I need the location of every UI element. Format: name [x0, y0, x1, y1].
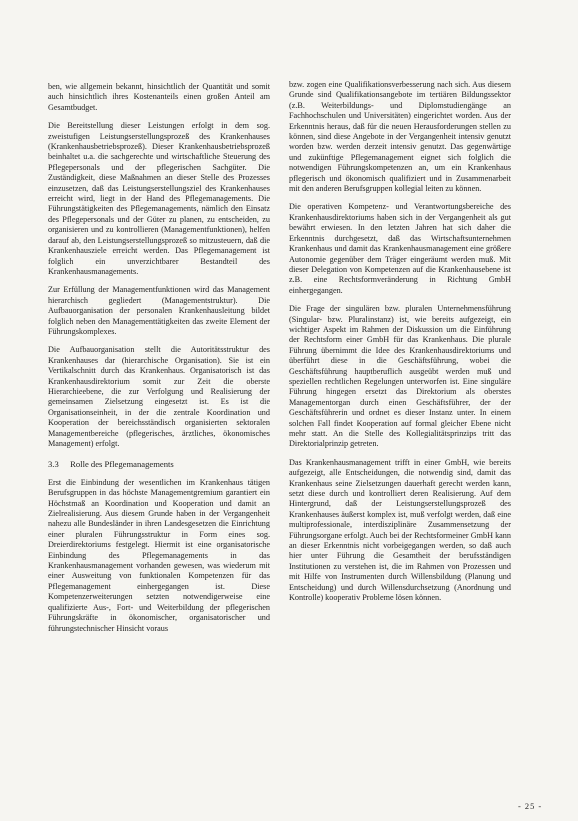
- left-column: [48, 82, 270, 642]
- paragraph: Die Aufbauorganisation stellt die Autoritätsstruktur des Krankenhauses dar (hierarchische Organisation). Sie ist ein Vertikalschnitt durch das Krankenhaus. Organisatorisch ist das Krankenhausdirektorium somit zur Zeit die oberste Hierarchieebene, die zur Verfolgung und Realisierung der gemeinsamen Zielsetzung eingesetzt ist. Es ist die Organisationseinheit, in der die zentrale Koordination und Kooperation der bereichsständisch organisierten sektoralen Managementbereiche (pflegerisches, ärztliches, ökonomisches Management) erfolgt.: [48, 345, 270, 448]
- paragraph: Die operativen Kompetenz- und Verantwortungsbereiche des Krankenhausdirektoriums haben sich in der Vergangenheit als gut bewährt erwiesen. In den letzten Jahren hat sich daher die Erkenntnis durchgesetzt, daß das Wirtschaftsunternehmen Krankenhaus und damit das Krankenhausmanagement eine größere Autonomie gegenüber dem Träger eingeräumt werden muß. Mit dieser Delegation von Kompetenzen auf die Krankenhausebene ist z.B. eine Rechtsformveränderung in Richtung GmbH einhergegangen.: [289, 202, 511, 295]
- paragraph: bzw. zogen eine Qualifikationsverbesserung nach sich. Aus diesem Grunde sind Qualifikationsangebote im tertiären Bildungssektor (z.B. Weiterbildungs- und Diplomstudiengänge an Fachhochschulen und Universitäten) eingerichtet worden. Aus der Erkenntnis heraus, daß für die neuen Herausforderungen stellen zu können, sind diese Angebote in der Vergangenheit intensiv genutzt worden bzw. werden derzeit intensiv genutzt. Das gegenwärtige und zukünftige Pflegemanagement eignet sich folglich die notwendigen Führungskompetenzen an, um ein Krankenhaus pflegerisch und ökonomisch qualifiziert und in Zusammenarbeit mit den anderen Berufsgruppen kollegial leiten zu können.: [289, 80, 511, 194]
- paragraph: Das Krankenhausmanagement trifft in einer GmbH, wie bereits aufgezeigt, alle Entscheidungen, die notwendig sind, damit das Krankenhaus seine Zielsetzungen dauerhaft gerecht werden kann, setzt diese durch und kontrolliert deren Realisierung. Auf dem Hintergrund, daß der Leistungserstellungsprozeß des Krankenhauses äußerst komplex ist, muß verfolgt werden, daß eine multiprofessionale, interdisziplinäre Zusammensetzung der Führungsorgane erfolgt. Auch bei der Rechtsformeiner GmbH kann an dieser Erkenntnis nicht vorbeigegangen werden, so daß auch hier unter Führung die Gesamtheit der berufsständigen Institutionen zu verstehen ist, die im Rahmen von Prozessen und mit Hilfe von Instrumenten durch Willensbildung (Planung und Entscheidung) und durch Willensdurchsetzung (Anordnung und Kontrolle) kooperativ Probleme lösen können.: [289, 457, 511, 603]
- right-column: [289, 80, 511, 612]
- section-heading: [48, 459, 270, 469]
- section-number: 3.3: [48, 459, 59, 470]
- paragraph: Zur Erfüllung der Managementfunktionen wird das Management hierarchisch gegliedert (Managementstruktur). Die Aufbauorganisation der personalen Krankenhausleitung bildet folglich neben den Managementtätigkeiten das zweite Element der Führungskomplexes.: [48, 285, 270, 336]
- paragraph: Die Bereitstellung dieser Leistungen erfolgt in dem sog. zweistufigen Leistungserstellungsprozeß des Krankenhauses (Krankenhausbetriebsprozeß). Dieser Krankenhausbetriebsprozeß beinhaltet u.a. die sachgerechte und wirtschaftliche Steuerung des Pflegepersonals und der pflegerischen Sachgüter. Die Zuständigkeit, diese Maßnahmen an dieser Stelle des Prozesses einzusetzen, daß das Leistungserstellungsziel des Krankenhauses erreicht wird, liegt in der Hand des Pflegemanagements. Die Führungstätigkeiten des Pflegemanagements, nämlich den Einsatz des Pflegepersonals und der Güter zu planen, zu entscheiden, zu organisieren und zu kontrollieren (Managementfunktionen), helfen darauf ab, den Leistungserstellungsprozeß so mitzusteuern, daß die Krankenhausziele erreicht werden. Das Pflegemanagement ist folglich ein unverzichtbarer Bestandteil des Krankenhausmanagements.: [48, 121, 270, 276]
- section-title: Rolle des Pflegemanagements: [70, 459, 174, 470]
- page-number: - 25 -: [518, 802, 543, 811]
- paragraph: ben, wie allgemein bekannt, hinsichtlich der Quantität und somit auch hinsichtlich ihres Kostenanteils einen großen Anteil am Gesamtbudget.: [48, 82, 270, 112]
- paragraph: Die Frage der singulären bzw. pluralen Unternehmensführung (Singular- bzw. Pluralinstanz) ist, wie bereits aufgezeigt, ein wichtiger Aspekt im Rahmen der Diskussion um die Einführung der Rechtsform einer GmbH für das Krankenhaus. Die plurale Führung übernimmt die Idee des Krankenhausdirektoriums und überführt diese in die Geschäftsführung, wobei die Geschäftsführung hauptberuflich ausgeübt werden muß und speziellen rechtlichen Regelungen unterworfen ist. Eine singuläre Führung hingegen ersetzt das Direktorium als oberstes Managementorgan durch einen Geschäftsführer, der der Geschäftsführerin und ordnet es dieser Instanz unter. In einem solchen Fall findet Kooperation auf formal gleicher Ebene nicht mehr statt. An die Stelle des Kollegialitätsprinzips tritt das Direktorialprinzip getreten.: [289, 304, 511, 449]
- paragraph: Erst die Einbindung der wesentlichen im Krankenhaus tätigen Berufsgruppen in das höchste Managementgremium garantiert ein Höchstmaß an Koordination und Kooperation und damit an Zielrealisierung. Aus diesem Grunde haben in der Vergangenheit nahezu alle Bundesländer in ihren Landesgesetzen die Einrichtung einer pluralen Führungsstruktur in Form eines sog. Dreierdirektoriums festgelegt. Hiermit ist eine organisatorische Einbindung des Pflegemanagements in das Krankenhausmanagement vorhanden gewesen, was wiederum mit einer Ausweitung von funktionalen Kompetenzen für das Pflegemanagement einhergegangen ist. Diese Kompetenzerweiterungen setzten notwendigerweise eine qualifizierte Aus-, Fort- und Weiterbildung der pflegerischen Führungskräfte in ökonomischer, organisatorischer und führungstechnischer Hinsicht voraus: [48, 477, 270, 633]
